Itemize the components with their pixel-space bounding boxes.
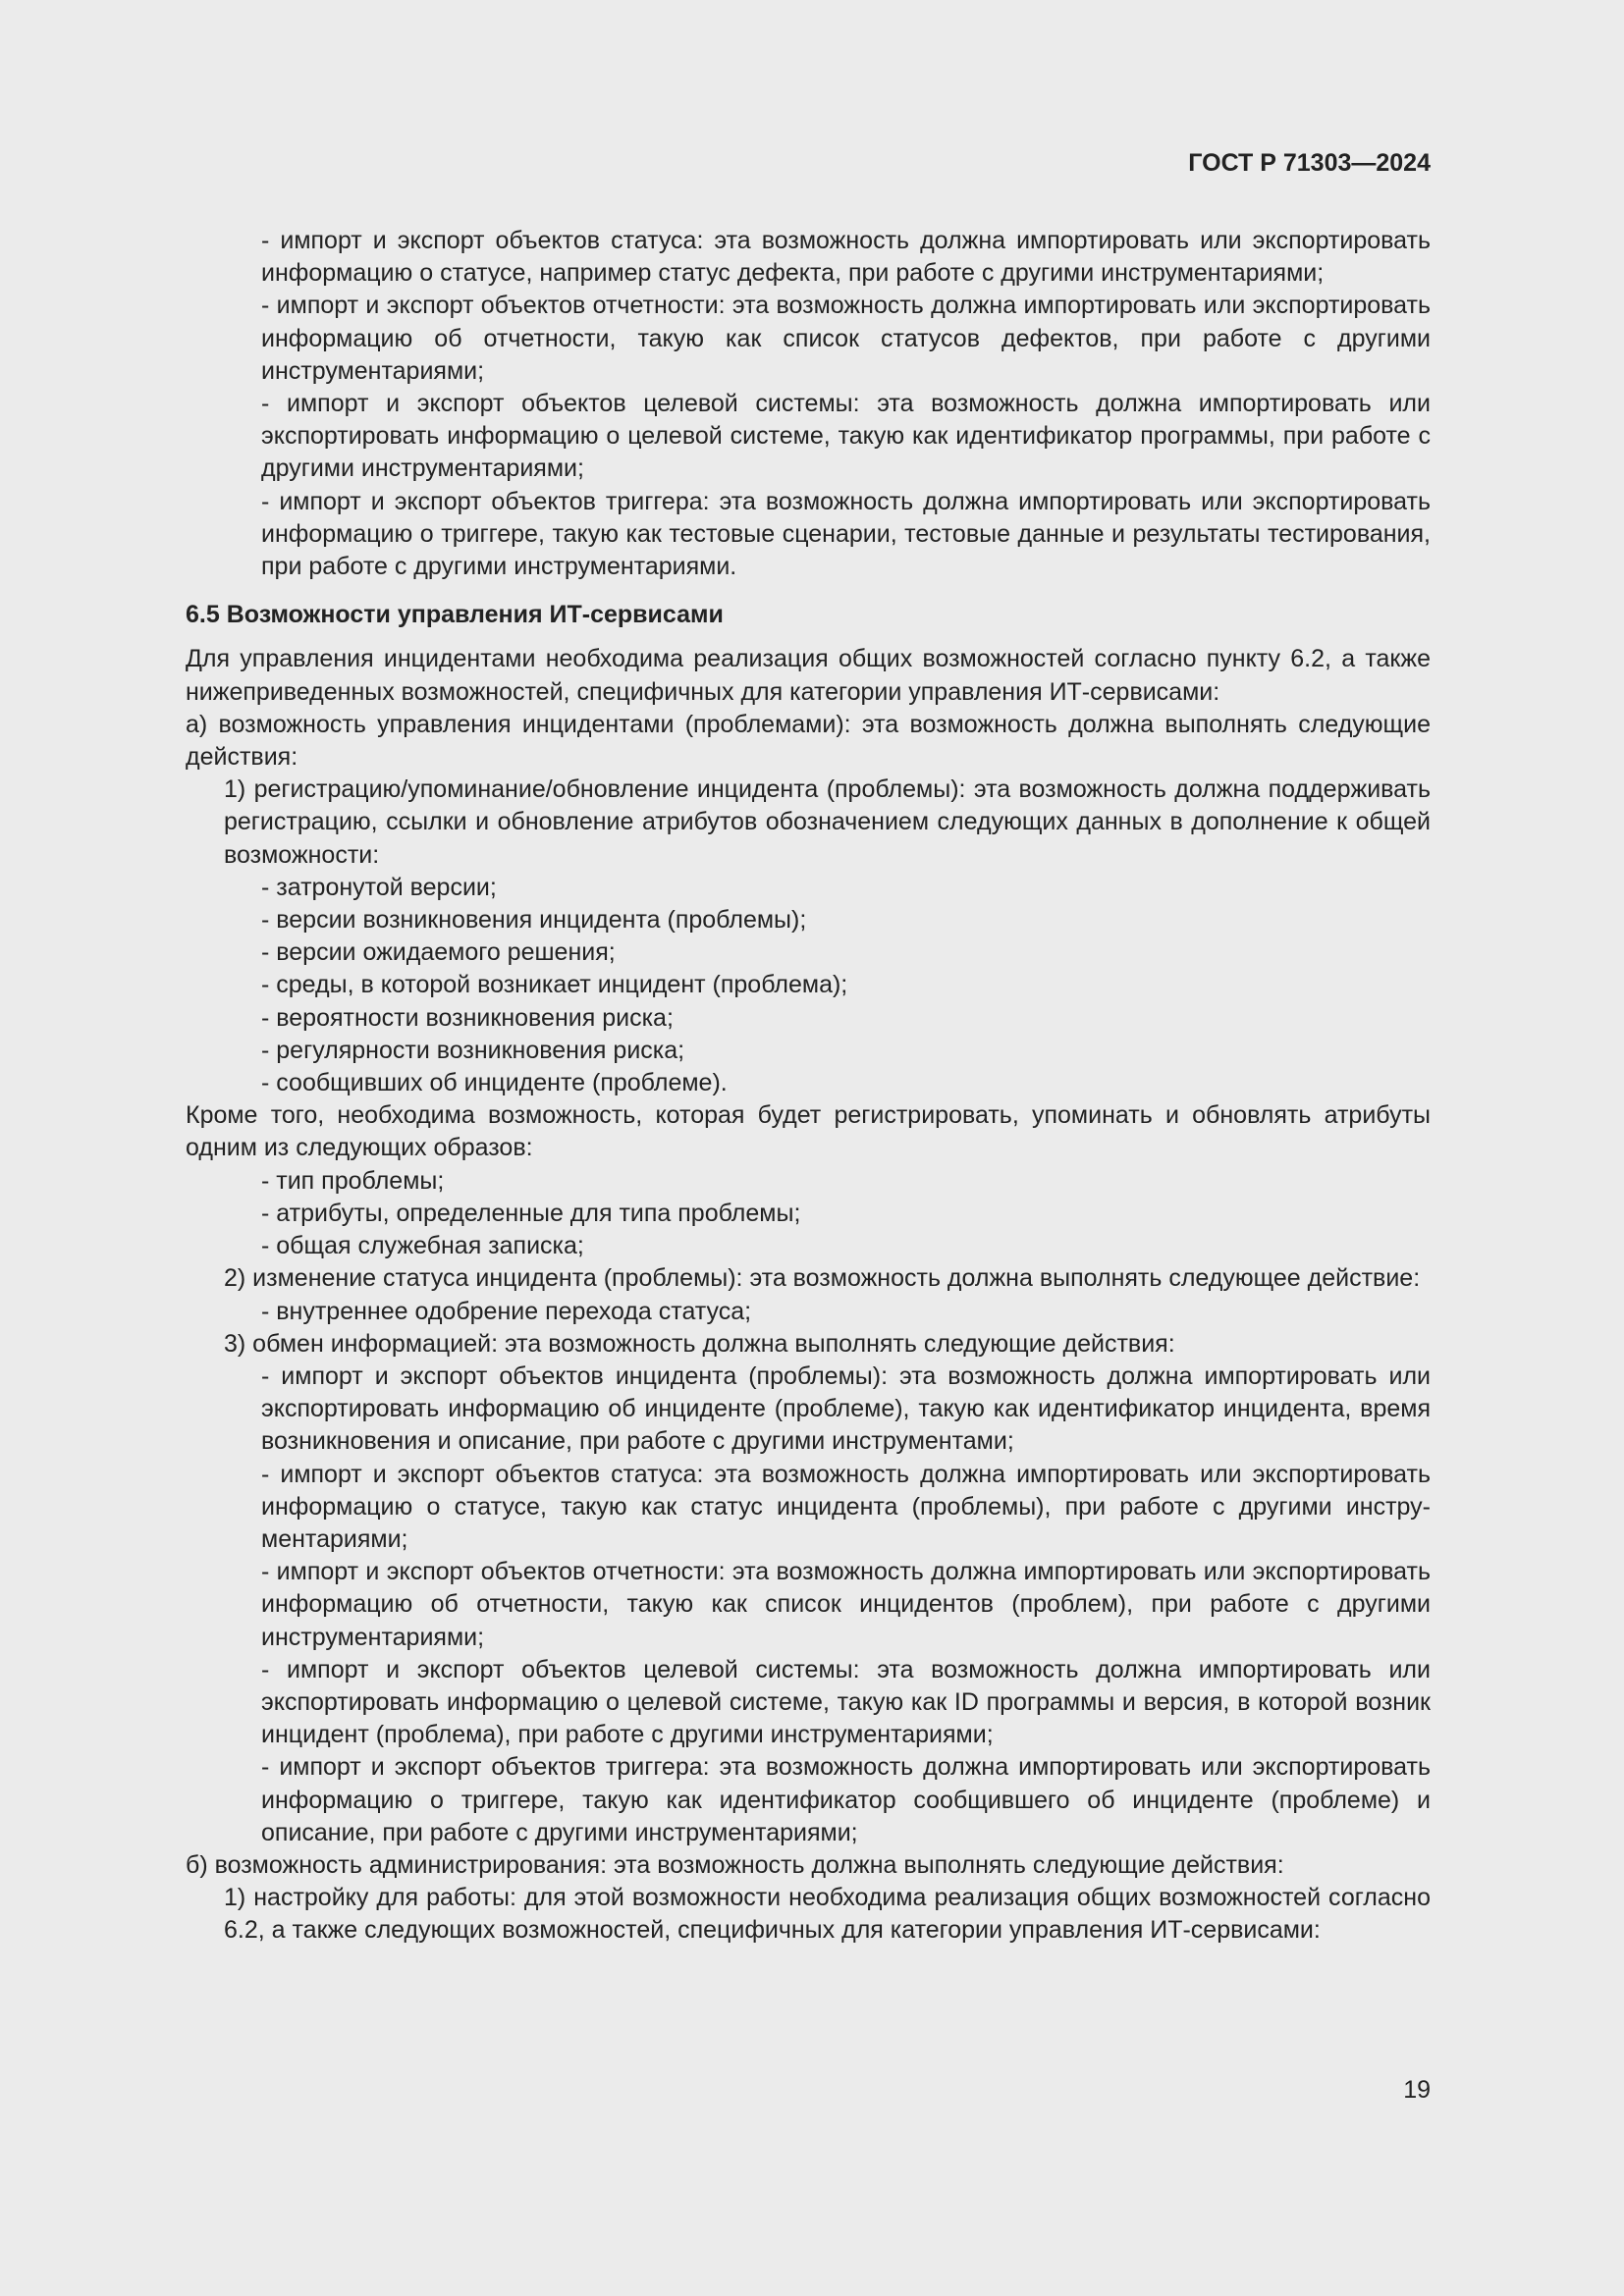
list-item: - импорт и экспорт объектов инцидента (проблемы): эта возможность должна импортировать или экспортировать информацию об инциденте (проблеме), такую как идентификатор инцидента, время возникновения и описание, при работе с другими инструментами; bbox=[261, 1362, 1431, 1456]
list-item: - импорт и экспорт объектов статуса: эта возможность должна импортировать или экспортировать информацию о статусе, такую как статус инцидента (проблемы), при работе с другими инструментариями; bbox=[261, 1460, 1431, 1553]
list-item: - импорт и экспорт объектов отчетности: эта возможность должна импортировать или экспортировать информацию об отчетности, такую как список инцидентов (проблем), при работе с другими инструментариями; bbox=[261, 1558, 1431, 1651]
list-item: - затронутой версии; bbox=[261, 873, 497, 901]
document-header: ГОСТ Р 71303—2024 bbox=[1188, 149, 1431, 177]
list-item: - среды, в которой возникает инцидент (проблема); bbox=[261, 971, 848, 999]
paragraph: Кроме того, необходима возможность, которая будет регистрировать, упоминать и обновлять атрибуты одним из следующих образов: bbox=[186, 1101, 1431, 1162]
list-item: - импорт и экспорт объектов триггера: эта возможность должна импортировать или экспортировать информацию о триггере, такую как тестовые сценарии, тестовые данные и результаты тестирования, при работе с другими инструментариями. bbox=[261, 487, 1431, 581]
section-heading: 6.5 Возможности управления ИТ-сервисами bbox=[186, 601, 724, 629]
list-item: - импорт и экспорт объектов целевой системы: эта возможность должна импортировать или экспортировать информацию о целевой системе, такую как ID программы и версия, в которой возник инцидент (проблема), при работе с другими инструментариями; bbox=[261, 1655, 1431, 1749]
list-item: - импорт и экспорт объектов отчетности: эта возможность должна импортировать или экспортировать информацию об отчетности, такую как список статусов дефектов, при работе с другими инструментариями; bbox=[261, 292, 1431, 385]
list-item: а) возможность управления инцидентами (проблемами): эта возможность должна выполнять следующие действия: bbox=[186, 710, 1431, 772]
list-item: 1) настройку для работы: для этой возможности необходима реализация общих возможностей согласно 6.2, а также следующих возможностей, специфичных для категории управления ИТ-сервисами: bbox=[224, 1884, 1431, 1945]
list-item: - версии ожидаемого решения; bbox=[261, 938, 616, 967]
list-item: - сообщивших об инциденте (проблеме). bbox=[261, 1069, 728, 1097]
list-item: 1) регистрацию/упоминание/обновление инцидента (проблемы): эта возможность должна поддерживать регистрацию, ссылки и обновление атрибутов обозначением следующих данных в дополнение к общей возможности: bbox=[224, 775, 1431, 869]
list-item: - атрибуты, определенные для типа проблемы; bbox=[261, 1199, 801, 1227]
list-item: - импорт и экспорт объектов статуса: эта возможность должна импортировать или экспортировать информацию о статусе, например статус дефекта, при работе с другими инструментариями; bbox=[261, 227, 1431, 288]
list-item: 2) изменение статуса инцидента (проблемы): эта возможность должна выполнять следующее действие: bbox=[224, 1264, 1421, 1293]
list-item: 3) обмен информацией: эта возможность должна выполнять следующие действия: bbox=[224, 1329, 1175, 1358]
document-body bbox=[116, 225, 1431, 1948]
list-item: - общая служебная записка; bbox=[261, 1232, 584, 1260]
list-item: - вероятности возникновения риска; bbox=[261, 1003, 674, 1032]
paragraph: Для управления инцидентами необходима реализация общих возможностей согласно пункту 6.2, а также нижеприведенных возможностей, специфичных для категории управления ИТ-сервисами: bbox=[186, 645, 1431, 706]
page-number: 19 bbox=[1403, 2076, 1431, 2104]
list-item: - версии возникновения инцидента (проблемы); bbox=[261, 906, 807, 934]
list-item: - тип проблемы; bbox=[261, 1166, 445, 1195]
list-item: - внутреннее одобрение перехода статуса; bbox=[261, 1297, 752, 1325]
list-item: б) возможность администрирования: эта возможность должна выполнять следующие действия: bbox=[186, 1850, 1284, 1879]
list-item: - импорт и экспорт объектов триггера: эта возможность должна импортировать или экспортировать информацию о триггере, такую как идентификатор сообщившего об инциденте (проблеме) и описание, при работе с другими инструментариями; bbox=[261, 1753, 1431, 1846]
list-item: - импорт и экспорт объектов целевой системы: эта возможность должна импортировать или экспортировать информацию о целевой системе, такую как идентификатор программы, при работе с другими инструментариями; bbox=[261, 390, 1431, 483]
list-item: - регулярности возникновения риска; bbox=[261, 1036, 685, 1064]
